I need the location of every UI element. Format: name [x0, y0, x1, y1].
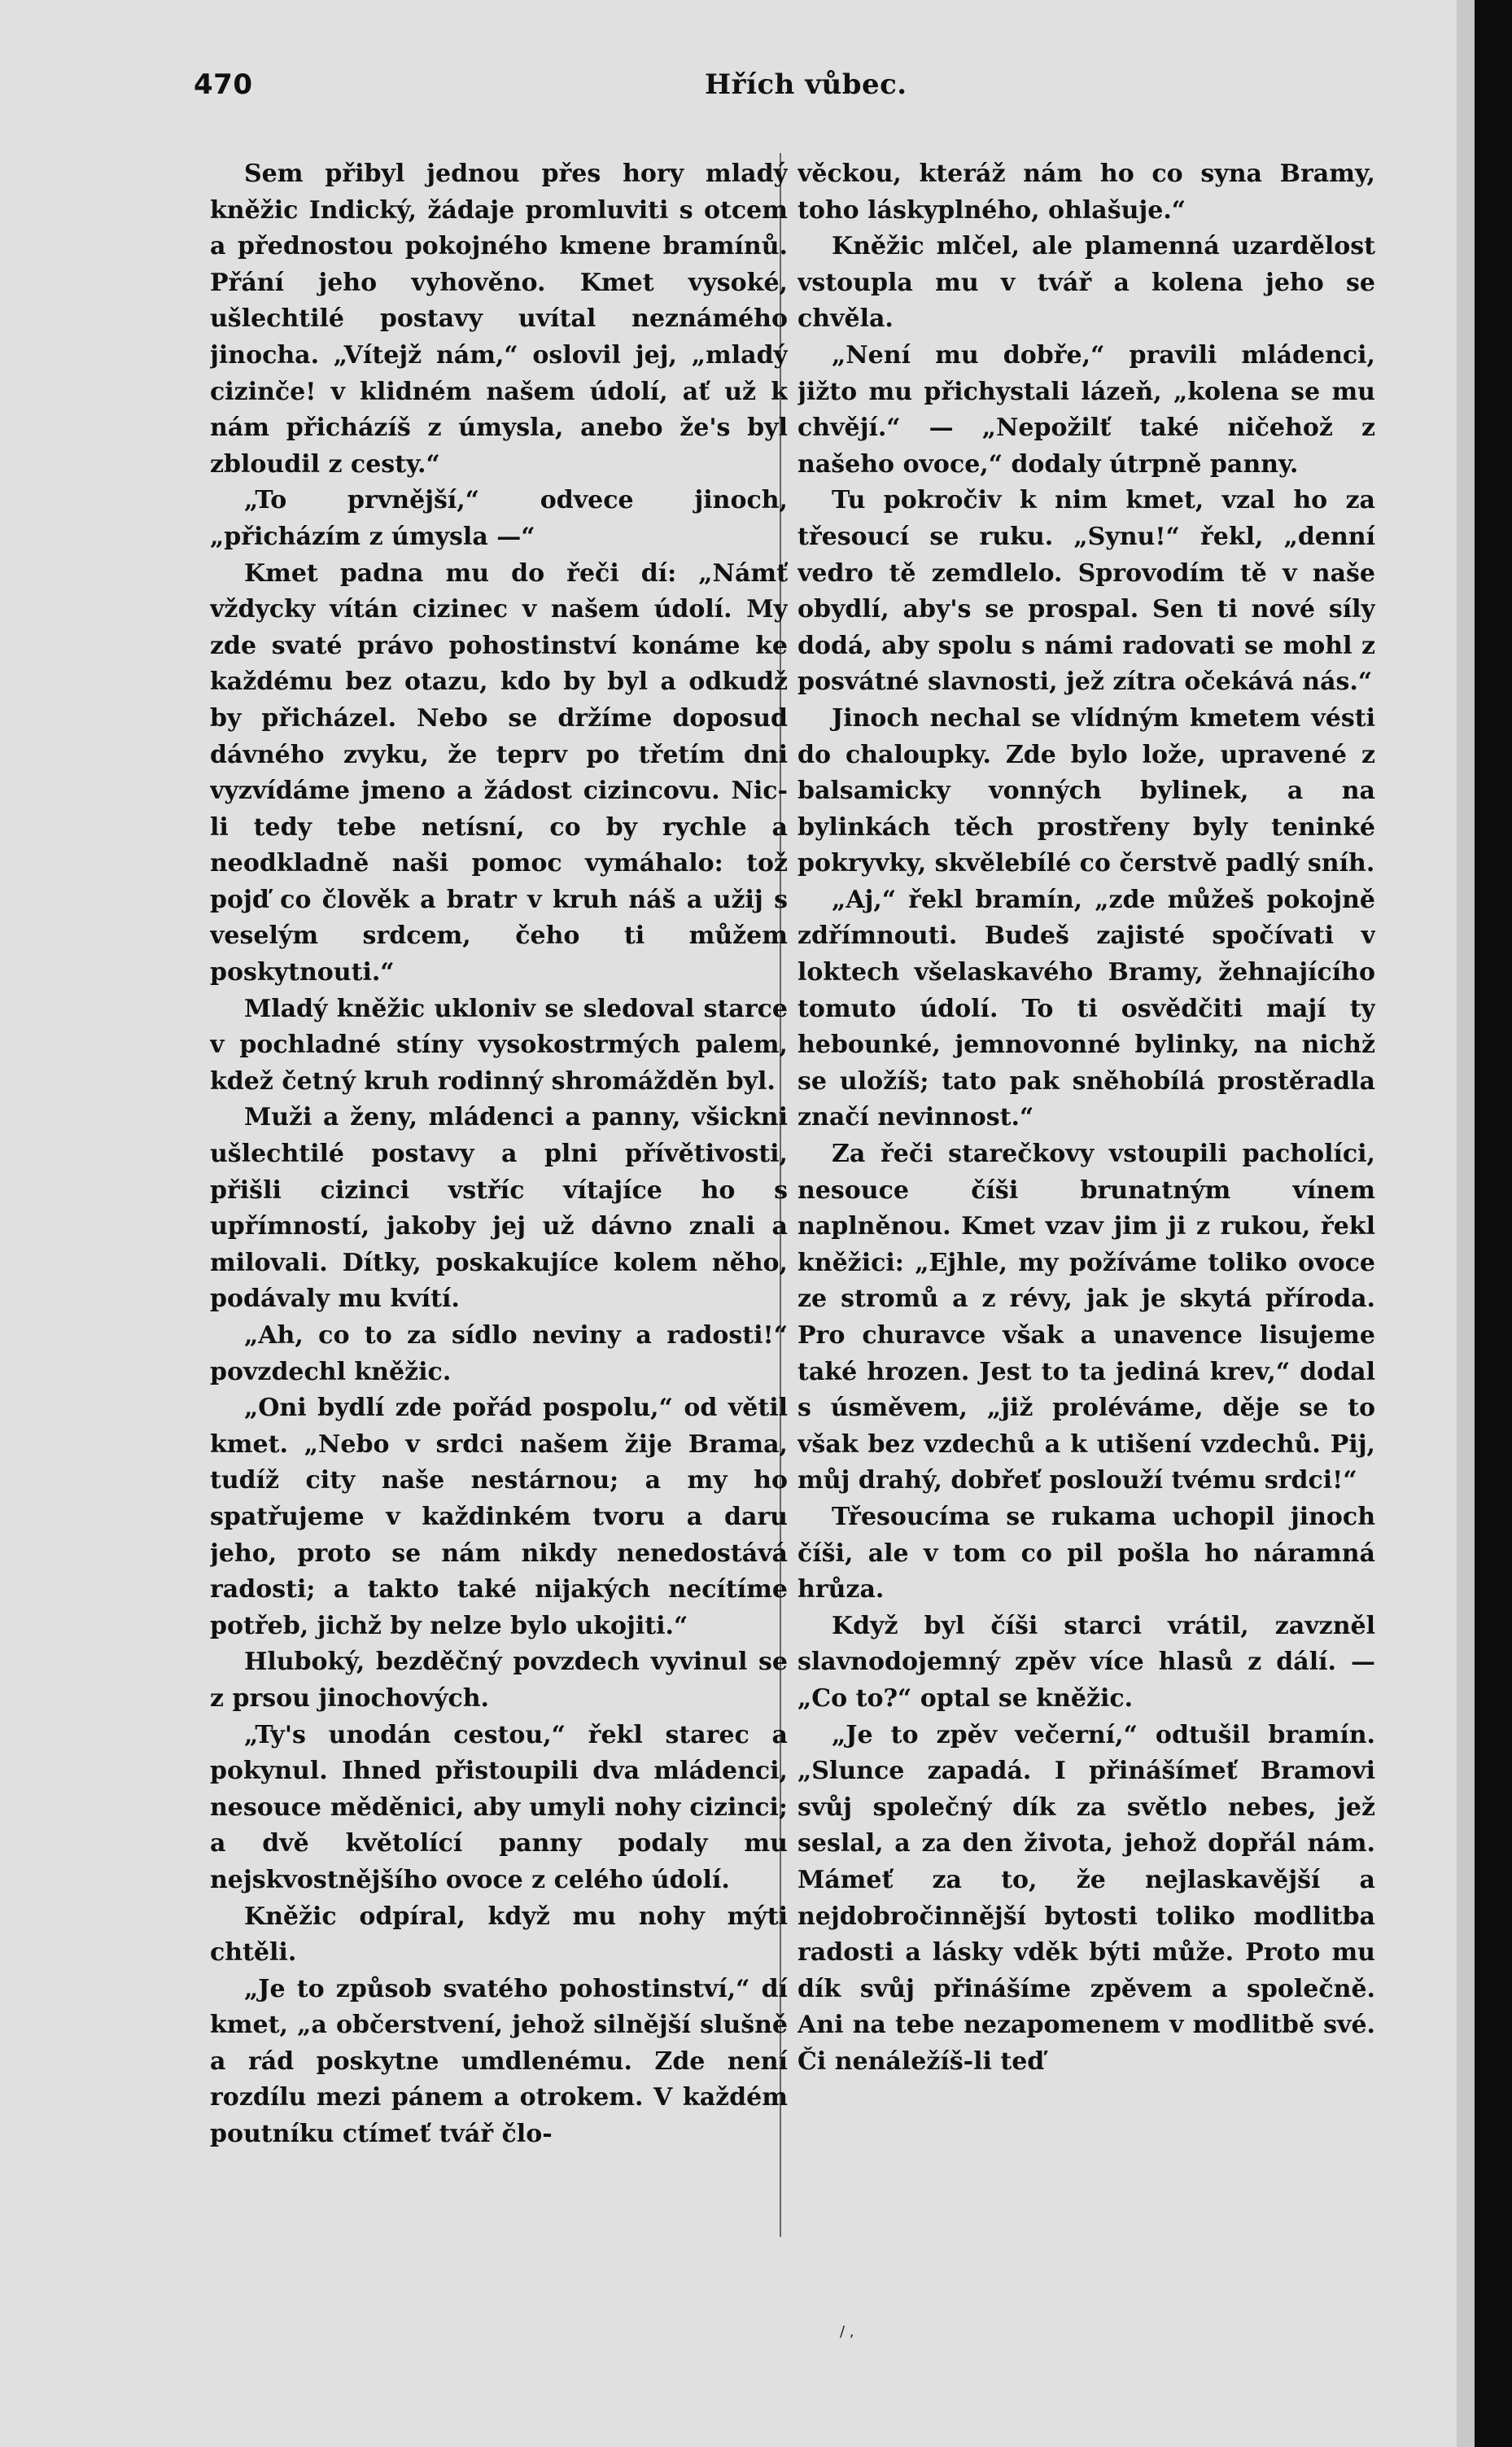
right-column [798, 156, 1375, 2248]
left-paragraph-2: „To prvnější,“ odvece jinoch, „přicházím z úmysla —“ [210, 486, 788, 551]
right-paragraph-9: Když byl číši starci vrátil, zavzněl slavnodojemný zpěv více hlasů z dálí. — „Co to?“ optal se kněžic. [798, 1611, 1375, 1713]
left-paragraph-3: Kmet padna mu do řeči dí: „Námť vždycky vítán cizinec v našem údolí. My zde svaté právo pohostinství konáme ke každému bez otazu, kdo by byl a odkudž by přicházel. Nebo se držíme doposud dávného zvyku, že teprv po třetím dni vyzvídáme jmeno a žádost cizincovu. Nic-li tedy tebe netísní, co by rychle a neodkladně naši pomoc vymáhalo: tož pojď co člověk a bratr v kruh náš a užij s veselým srdcem, čeho ti můžem poskytnouti.“ [210, 558, 788, 987]
left-paragraph-7: „Oni bydlí zde pořád pospolu,“ od větil kmet. „Nebo v srdci našem žije Brama, tudíž city naše nestárnou; a my ho spatřujeme v každinkém tvoru a daru jeho, proto se nám nikdy nenedostává radosti; a takto také nijakých necítíme potřeb, jichž by nelze bylo ukojiti.“ [210, 1394, 788, 1640]
left-paragraph-10: Kněžic odpíral, když mu nohy mýti chtěli. [210, 1902, 788, 1968]
running-head: Hřích vůbec. [705, 68, 907, 101]
left-paragraph-1: Sem přibyl jednou přes hory mladý kněžic Indický, žádaje promluviti s otcem a přednostou pokojného kmene bramínů. Přání jeho vyhověno. Kmet vysoké, ušlechtilé postavy uvítal neznámého jinocha. „Vítejž nám,“ oslovil jej, „mladý cizinče! v klidném našem údolí, ať už k nám přicházíš z úmysla, anebo že's byl zbloudil z cesty.“ [210, 160, 788, 479]
page-shadow [1457, 0, 1475, 2447]
right-paragraph-2: Kněžic mlčel, ale plamenná uzardělost vstoupla mu v tvář a kolena jeho se chvěla. [798, 232, 1375, 334]
left-paragraph-6: „Ah, co to za sídlo neviny a radosti!“ povzdechl kněžic. [210, 1321, 788, 1386]
left-paragraph-4: Mladý kněžic ukloniv se sledoval starce v pochladné stíny vysokostrmých palem, kdež četný kruh rodinný shromážděn byl. [210, 994, 788, 1096]
left-paragraph-8: Hluboký, bezděčný povzdech vyvinul se z prsou jinochových. [210, 1648, 788, 1713]
right-paragraph-10: „Je to zpěv večerní,“ odtušil bramín. „Slunce zapadá. I přinášímeť Bramovi svůj společný dík za světlo nebes, jež seslal, a za den života, jehož dopřál nám. Mámeť za to, že nejlaskavější a nejdobročinnější bytosti toliko modlitba radosti a lásky vděk býti může. Proto mu dík svůj přinášíme zpěvem a společně. Ani na tebe nezapomenem v modlitbě své. Či nenáležíš-li teď [798, 1720, 1375, 2076]
left-paragraph-5: Muži a ženy, mládenci a panny, všickni ušlechtilé postavy a plni přívětivosti, přišli cizinci vstříc vítajíce ho s upřímností, jakoby jej už dávno znali a milovali. Dítky, poskakujíce kolem něho, podávaly mu kvítí. [210, 1103, 788, 1314]
footer-marks: / , [840, 2323, 854, 2340]
right-paragraph-6: „Aj,“ řekl bramín, „zde můžeš pokojně zdřímnouti. Budeš zajisté spočívati v loktech všelaskavého Bramy, žehnajícího tomuto údolí. To ti osvědčiti mají ty hebounké, jemnovonné bylinky, na nichž se uložíš; tato pak sněhobílá prostěradla značí nevinnost.“ [798, 885, 1375, 1132]
left-paragraph-9: „Ty's unodán cestou,“ řekl starec a pokynul. Ihned přistoupili dva mládenci, nesouce měděnici, aby umyli nohy cizinci; a dvě květolící panny podaly mu nejskvostnějšího ovoce z celého údolí. [210, 1720, 788, 1894]
left-column [210, 156, 788, 2248]
page-header [194, 68, 1374, 116]
right-paragraph-4: Tu pokročiv k nim kmet, vzal ho za třesoucí se ruku. „Synu!“ řekl, „denní vedro tě zemdlelo. Sprovodím tě v naše obydlí, aby's se prospal. Sen ti nové síly dodá, aby spolu s námi radovati se mohl z posvátné slavnosti, jež zítra očekává nás.“ [798, 486, 1375, 697]
scan-dark-edge [1475, 0, 1512, 2447]
right-paragraph-7: Za řeči starečkovy vstoupili pacholíci, nesouce číši brunatným vínem naplněnou. Kmet vzav jim ji z rukou, řekl kněžici: „Ejhle, my požíváme toliko ovoce ze stromů a z révy, jak je skytá příroda. Pro churavce však a unavence lisujeme také hrozen. Jest to ta jediná krev,“ dodal s úsměvem, „již proléváme, děje se to však bez vzdechů a k utišení vzdechů. Pij, můj drahý, dobřeť poslouží tvému srdci!“ [798, 1140, 1375, 1495]
right-paragraph-3: „Není mu dobře,“ pravili mládenci, jižto mu přichystali lázeň, „kolena se mu chvějí.“ — „Nepožilť také ničehož z našeho ovoce,“ dodaly útrpně panny. [798, 340, 1375, 479]
right-paragraph-5: Jinoch nechal se vlídným kmetem vésti do chaloupky. Zde bylo lože, upravené z balsamicky vonných bylinek, a na bylinkách těch prostřeny byly teninké pokryvky, skvělebílé co čerstvě padlý sníh. [798, 703, 1375, 878]
right-paragraph-1: věckou, kteráž nám ho co syna Bramy, toho láskyplného, ohlašuje.“ [798, 160, 1375, 225]
page-number: 470 [194, 68, 253, 101]
left-paragraph-11: „Je to způsob svatého pohostinství,“ dí kmet, „a občerstvení, jehož silnější slušně a rád poskytne umdlenému. Zde není rozdílu mezi pánem a otrokem. V každém poutníku ctímeť tvář člo- [210, 1974, 788, 2149]
right-paragraph-8: Třesoucíma se rukama uchopil jinoch číši, ale v tom co pil pošla ho náramná hrůza. [798, 1502, 1375, 1604]
